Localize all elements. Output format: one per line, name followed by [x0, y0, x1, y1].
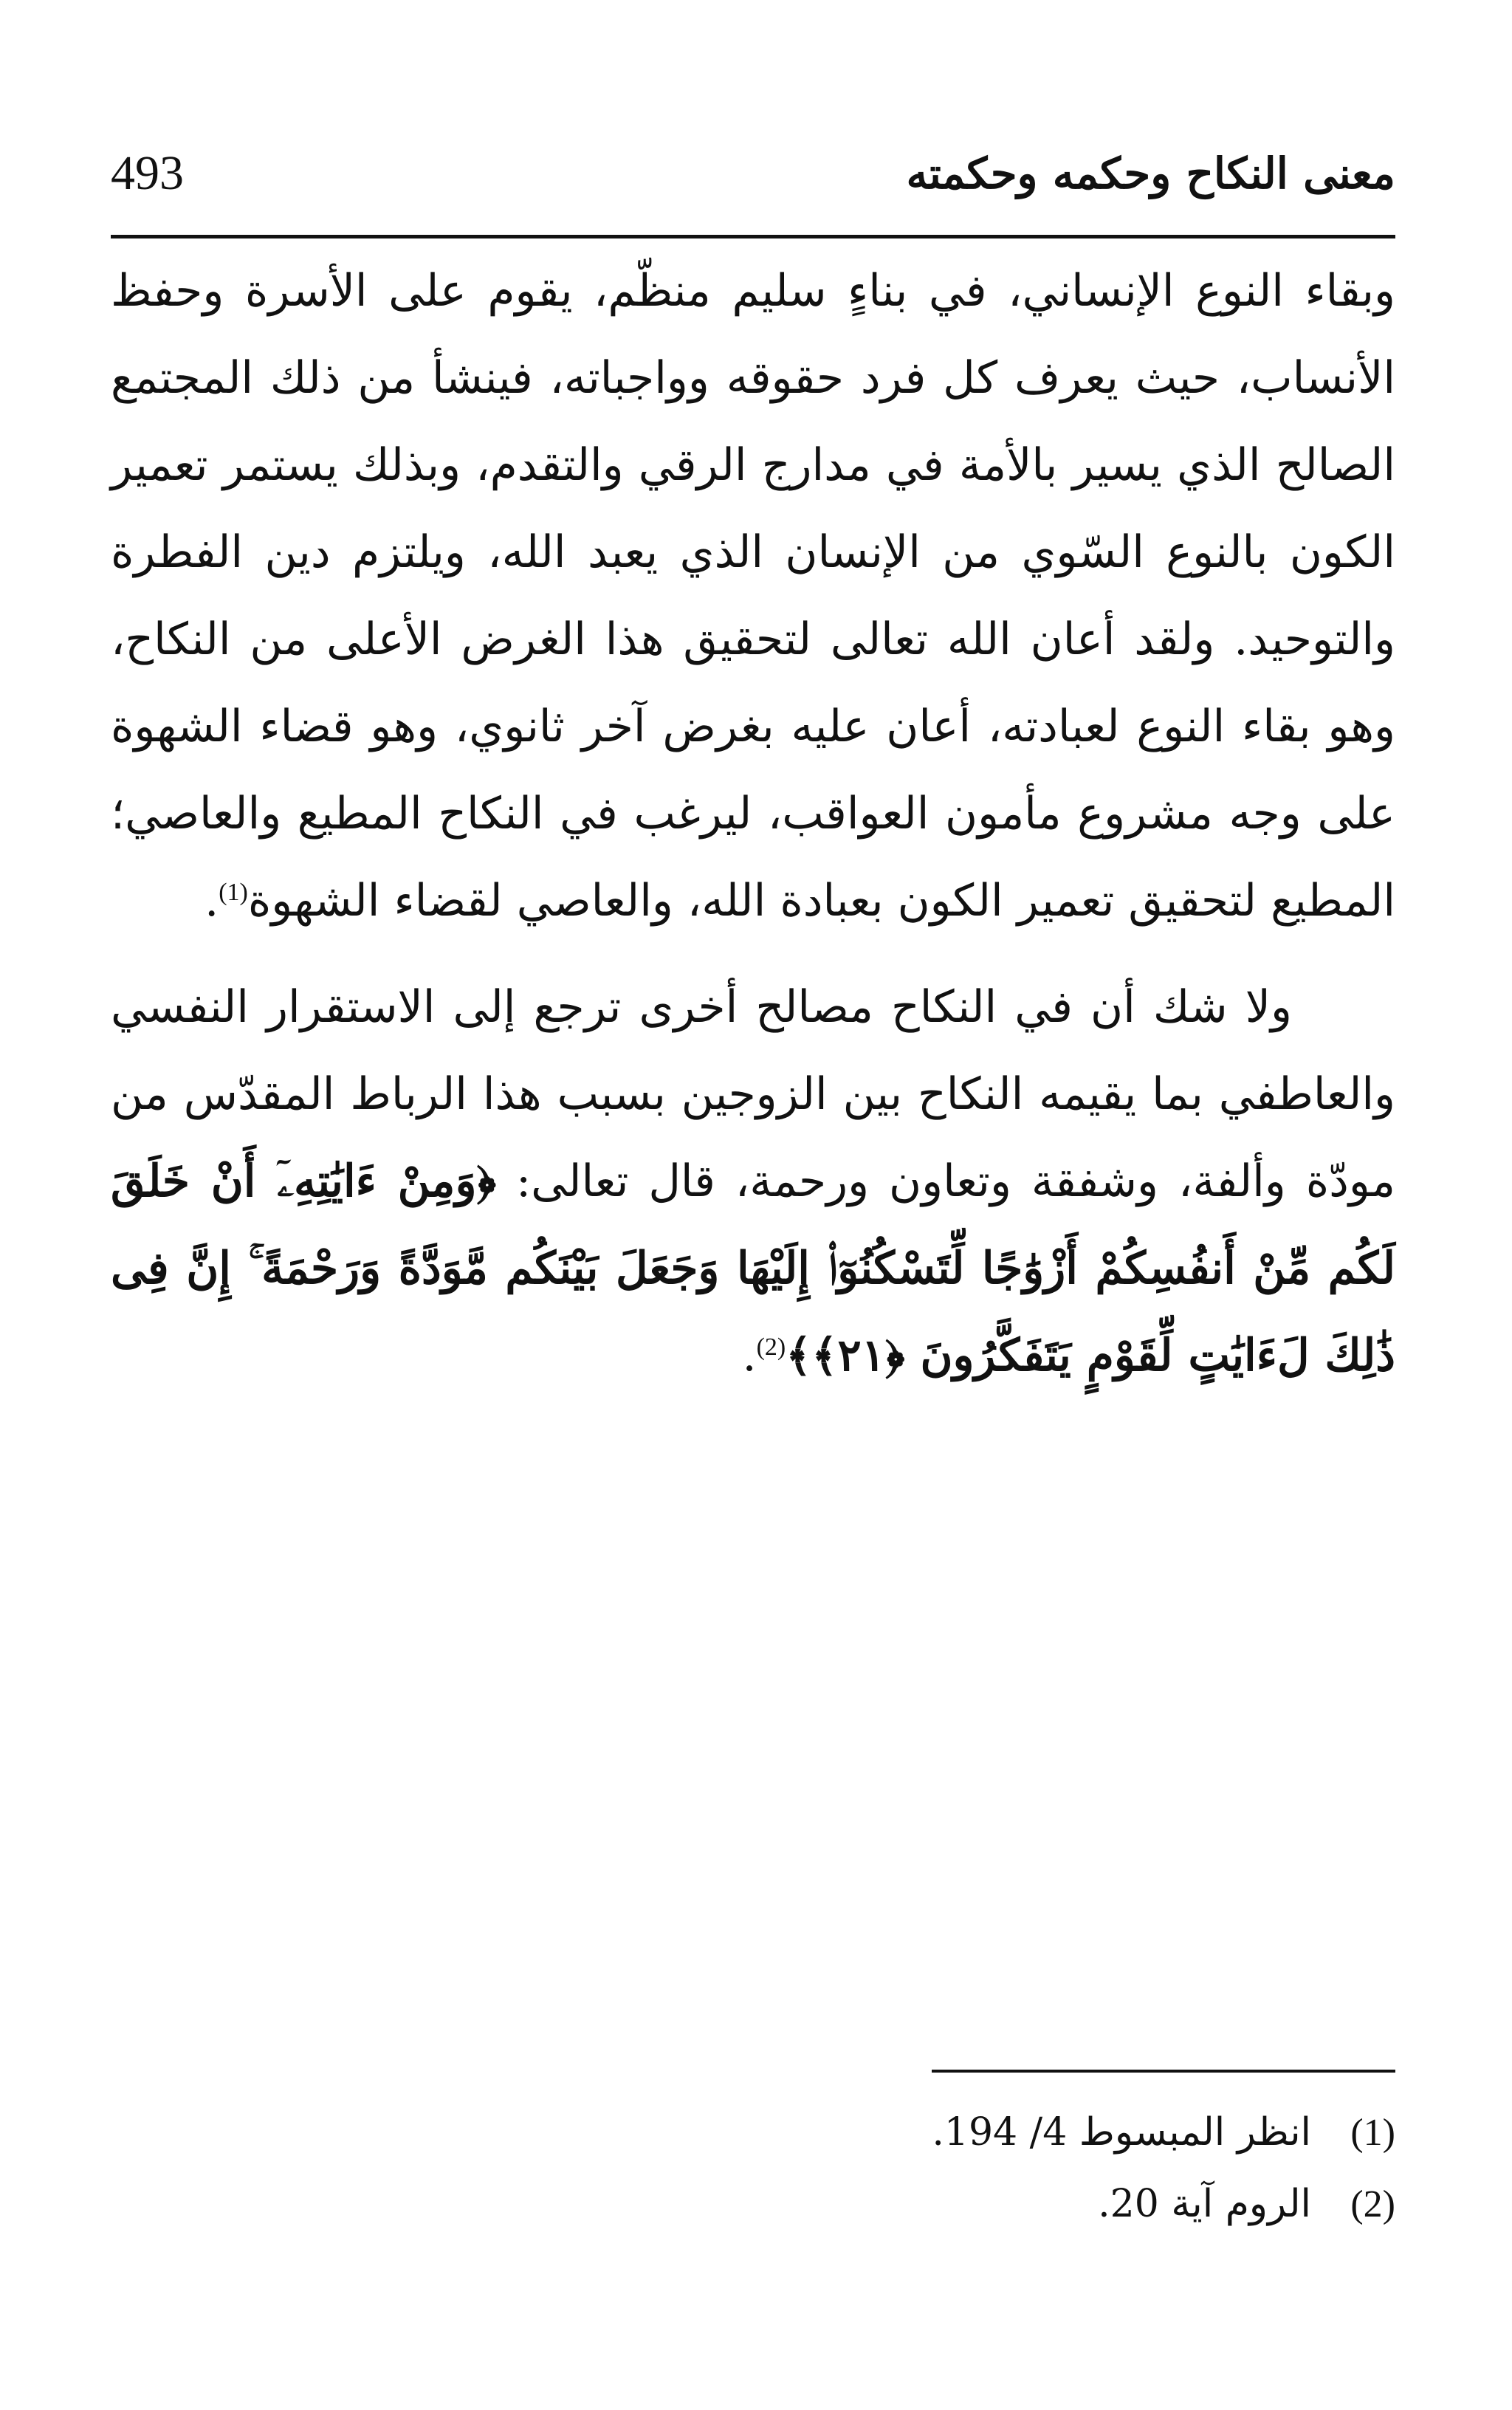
footnote-2-text: الروم آية 20. — [1098, 2182, 1311, 2226]
page-number: 493 — [111, 146, 184, 200]
footnote-1 — [111, 2097, 1395, 2169]
verse-open-bracket: ﴿ — [476, 1156, 497, 1207]
footnote-2-number: (2) — [1350, 2183, 1395, 2225]
running-title: معنى النكاح وحكمه وحكمته — [906, 148, 1395, 199]
footnote-1-number: (1) — [1350, 2112, 1395, 2154]
footnote-1-text: انظر المبسوط 4/ 194. — [932, 2110, 1311, 2155]
body-text — [111, 247, 1395, 1399]
paragraph-1-end: . — [205, 875, 219, 927]
quran-verse: وَمِنْ ءَايَٰتِهِۦٓ أَنْ خَلَقَ لَكُم مِّنْ أَنفُسِكُمْ أَزْوَٰجًا لِّتَسْكُنُوٓا۟ إِلَيْهَا وَجَعَلَ بَيْنَكُم مَّوَدَّةً وَرَحْمَةً ۚ إِنَّ فِى ذَٰلِكَ لَءَايَٰتٍ لِّقَوْمٍ يَتَفَكَّرُونَ ﴿٢١﴾ — [111, 1156, 1395, 1381]
paragraph-1-text: وبقاء النوع الإنساني، في بناءٍ سليم منظّم، يقوم على الأسرة وحفظ الأنساب، حيث يعرف كل فرد حقوقه وواجباته، فينشأ من ذلك المجتمع الصالح الذي يسير بالأمة في مدارج الرقي والتقدم، وبذلك يستمر تعمير الكون بالنوع السّوي من الإنسان الذي يعبد الله، ويلتزم دين الفطرة والتوحيد. ولقد أعان الله تعالى لتحقيق هذا الغرض الأعلى من النكاح، وهو بقاء النوع لعبادته، أعان عليه بغرض آخر ثانوي، وهو قضاء الشهوة على وجه مشروع مأمون العواقب، ليرغب في النكاح المطيع والعاصي؛ المطيع لتحقيق تعمير الكون بعبادة الله، والعاصي لقضاء الشهوة — [111, 265, 1395, 927]
paragraph-2-text: ولا شك أن في النكاح مصالح أخرى ترجع إلى الاستقرار النفسي والعاطفي بما يقيمه النكاح بين الزوجين بسبب هذا الرباط المقدّس من مودّة وألفة، وشفقة وتعاون ورحمة، قال تعالى: — [111, 981, 1395, 1207]
footnote-ref-1: (1) — [219, 879, 248, 906]
footnote-ref-2: (2) — [756, 1333, 786, 1361]
footnote-2 — [111, 2169, 1395, 2240]
verse-close-bracket: ﴾ — [786, 1330, 812, 1381]
paragraph-2 — [111, 964, 1395, 1399]
footnotes — [111, 2097, 1395, 2240]
page-header — [111, 133, 1395, 214]
paragraph-1 — [111, 247, 1395, 944]
header-rule — [111, 235, 1395, 238]
footnote-rule — [932, 2070, 1395, 2073]
paragraph-2-end: . — [742, 1330, 757, 1381]
